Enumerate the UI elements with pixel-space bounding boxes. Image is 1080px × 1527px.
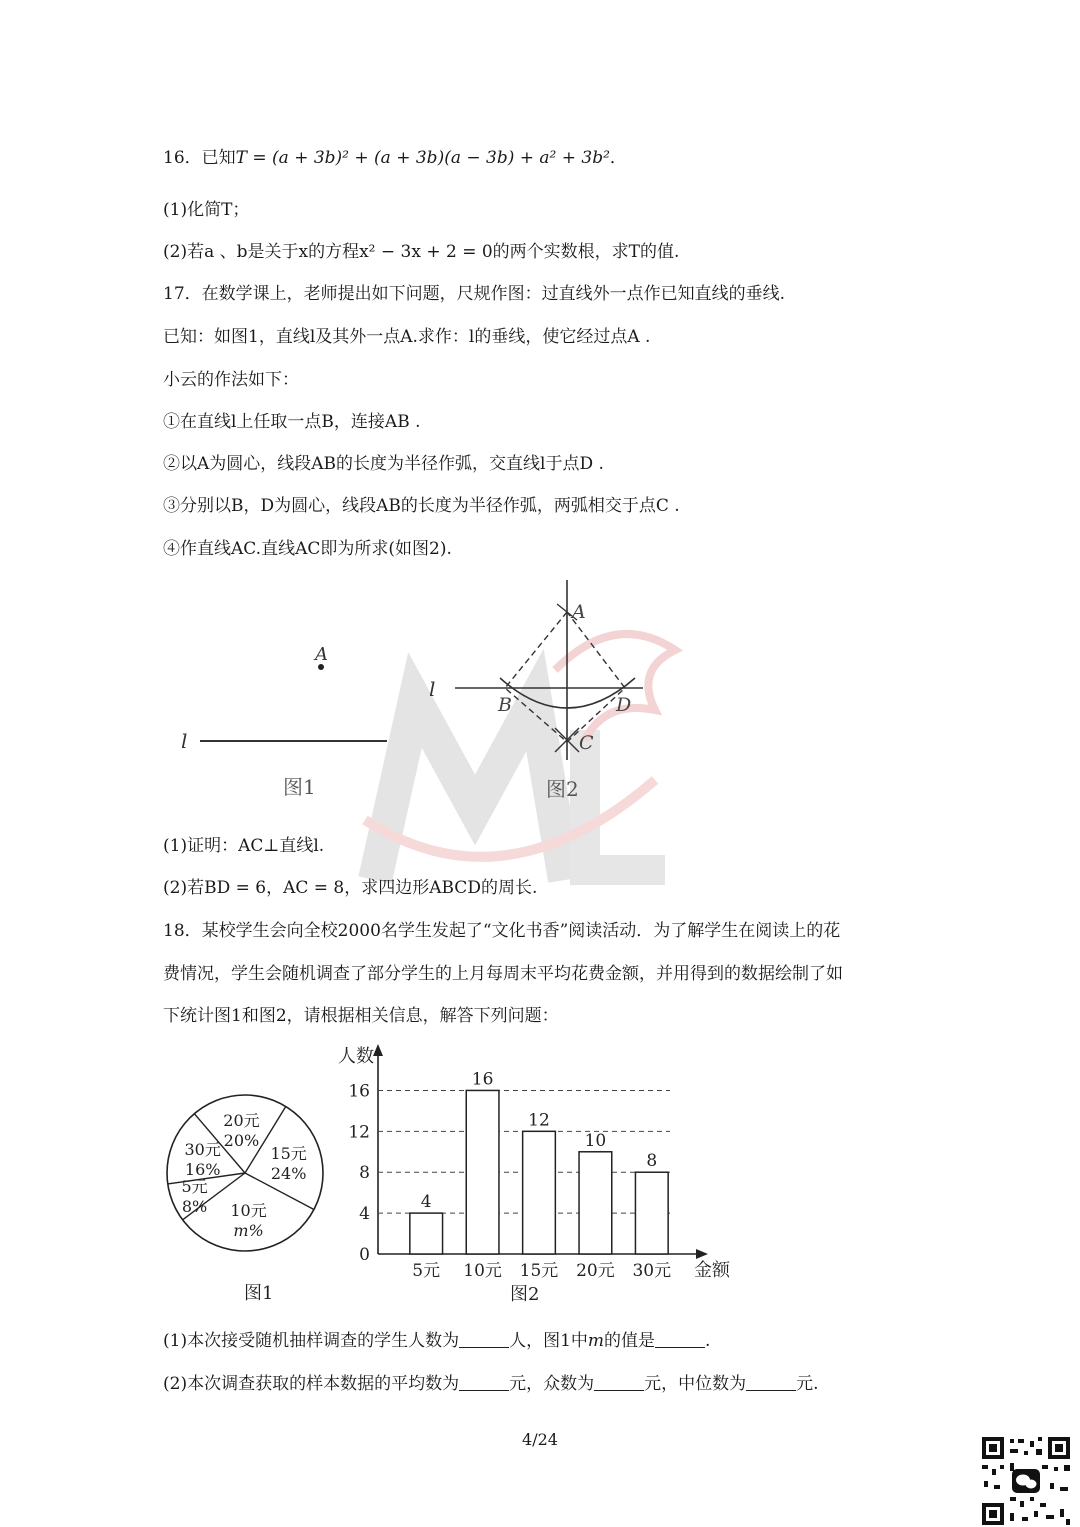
q18-p2-text-d: 元. <box>796 1374 819 1394</box>
bar-data-label: 4 <box>420 1192 432 1213</box>
bar-y-label: 人数 <box>338 1046 374 1067</box>
bar-x-tick: 10元 <box>463 1261 502 1281</box>
q17-step4: ④作直线AC.直线AC即为所求(如图2). <box>163 539 452 559</box>
bar-mark <box>635 1172 668 1254</box>
q17-fig2 <box>429 580 643 801</box>
bar-data-label: 10 <box>584 1130 607 1151</box>
q18-p1-blank-m[interactable] <box>655 1331 705 1348</box>
bar-mark <box>523 1131 556 1254</box>
bar-x-tick: 20元 <box>576 1261 615 1281</box>
fig1-label-a: A <box>315 644 328 665</box>
fig2-label-a: A <box>572 601 586 623</box>
q18-part1 <box>163 1329 710 1353</box>
q17-stem: 17．在数学课上，老师提出如下问题，尺规作图：过直线外一点作已知直线的垂线. <box>163 284 786 304</box>
fig1-label-l: l <box>181 729 188 753</box>
bar-mark <box>410 1213 443 1254</box>
bar-x-tick: 15元 <box>519 1261 559 1281</box>
q18-stem-line2: 费情况，学生会随机调查了部分学生的上月每周末平均花费金额，并用得到的数据绘制了如 <box>163 964 843 984</box>
bar-caption: 图2 <box>510 1284 540 1305</box>
q18-p2-blank-mode[interactable] <box>594 1374 644 1391</box>
q18-p1-text-c: 的值是 <box>604 1331 656 1351</box>
q17-figures <box>165 580 685 810</box>
bar-y-tick: 4 <box>359 1204 370 1225</box>
q16-part2: (2)若a 、b是关于x的方程x² − 3x + 2 = 0的两个实数根，求T的值. <box>163 242 680 262</box>
q17-step2: ②以A为圆心，线段AB的长度为半径作弧，交直线l于点D . <box>163 454 604 474</box>
bar-y-tick: 0 <box>359 1245 370 1265</box>
bar-data-label: 16 <box>471 1069 494 1090</box>
pie-caption: 图1 <box>244 1283 274 1304</box>
q18-stem-line1: 18．某校学生会向全校2000名学生发起了“文化书香”阅读活动．为了解学生在阅读上的花 <box>163 921 841 941</box>
page-number: 4/24 <box>522 1430 558 1449</box>
q18-p2-text-a: (2)本次调查获取的样本数据的平均数为 <box>163 1374 460 1394</box>
pie-slice-value: 8% <box>181 1196 208 1216</box>
q16-part1: (1)化简T； <box>163 200 250 220</box>
fig1-caption: 图1 <box>283 775 316 799</box>
q18-p2-text-b: 元，众数为 <box>509 1374 595 1394</box>
fig2-label-b: B <box>498 694 512 716</box>
q18-p1-var-m: m <box>587 1331 605 1351</box>
pie-slice-value: 20% <box>223 1130 260 1150</box>
pie-slice-value: 24% <box>270 1164 307 1184</box>
bar-data-label: 12 <box>528 1110 550 1131</box>
q18-p2-text-c: 元，中位数为 <box>644 1374 747 1394</box>
bar-y-arrow <box>373 1044 383 1056</box>
q18-p1-text-d: . <box>705 1331 711 1351</box>
pie-slice-label: 10元 <box>230 1201 267 1221</box>
fig2-quadrilateral <box>505 612 625 742</box>
pie-slice-label: 15元 <box>270 1144 307 1164</box>
pie-slice-label: 30元 <box>184 1139 221 1159</box>
q17-step1: ①在直线l上任取一点B，连接AB . <box>163 412 421 432</box>
qr-code-icon[interactable] <box>980 1435 1072 1527</box>
pie-slice-value: 16% <box>184 1159 221 1179</box>
q16-prefix: 16．已知 <box>163 148 236 168</box>
bar-x-arrow <box>696 1249 708 1259</box>
q16-stem <box>163 146 627 170</box>
fig2-label-c: C <box>579 732 594 754</box>
pie-slice-label: 20元 <box>223 1110 260 1130</box>
bar-x-label: 金额 <box>694 1260 730 1281</box>
bar-y-tick: 12 <box>348 1122 370 1143</box>
q17-given: 已知：如图1，直线l及其外一点A.求作：l的垂线，使它经过点A . <box>163 327 651 347</box>
bar-mark <box>579 1152 612 1254</box>
q16-formula: T = (a + 3b)² + (a + 3b)(a − 3b) + a² + 3b² <box>235 148 610 168</box>
bar-x-tick: 30元 <box>632 1261 672 1281</box>
pie-slice-label: 5元 <box>181 1176 208 1196</box>
bar-y-tick: 8 <box>359 1163 370 1184</box>
q17-part2: (2)若BD = 6，AC = 8，求四边形ABCD的周长. <box>163 878 538 898</box>
bar-data-label: 8 <box>646 1151 658 1172</box>
q18-p2-blank-mean[interactable] <box>459 1374 509 1391</box>
q18-p1-blank-count[interactable] <box>459 1331 509 1348</box>
bar-chart <box>330 1040 730 1305</box>
q17-fig1 <box>181 644 387 799</box>
q18-p1-text-b: 人，图1中 <box>509 1331 588 1351</box>
q18-p1-text-a: (1)本次接受随机抽样调查的学生人数为 <box>163 1331 460 1351</box>
q17-step3: ③分别以B，D为圆心，线段AB的长度为半径作弧，两弧相交于点C . <box>163 496 680 516</box>
q18-p2-blank-median[interactable] <box>746 1374 796 1391</box>
q18-part2 <box>163 1372 819 1396</box>
fig2-label-d: D <box>616 694 632 716</box>
bar-x-tick: 5元 <box>412 1261 441 1281</box>
fig2-caption: 图2 <box>546 777 579 801</box>
q18-stem-line3: 下统计图1和图2，请根据相关信息，解答下列问题： <box>163 1006 559 1026</box>
q16-stem-end: ． <box>609 148 627 168</box>
q17-part1: (1)证明：AC⊥直线l. <box>163 836 325 856</box>
fig2-label-l: l <box>429 677 436 701</box>
pie-slice-value: m% <box>233 1221 264 1241</box>
q17-method-intro: 小云的作法如下： <box>163 370 299 390</box>
bar-y-tick: 16 <box>348 1081 370 1102</box>
bar-mark <box>466 1090 499 1254</box>
pie-chart <box>160 1085 330 1310</box>
